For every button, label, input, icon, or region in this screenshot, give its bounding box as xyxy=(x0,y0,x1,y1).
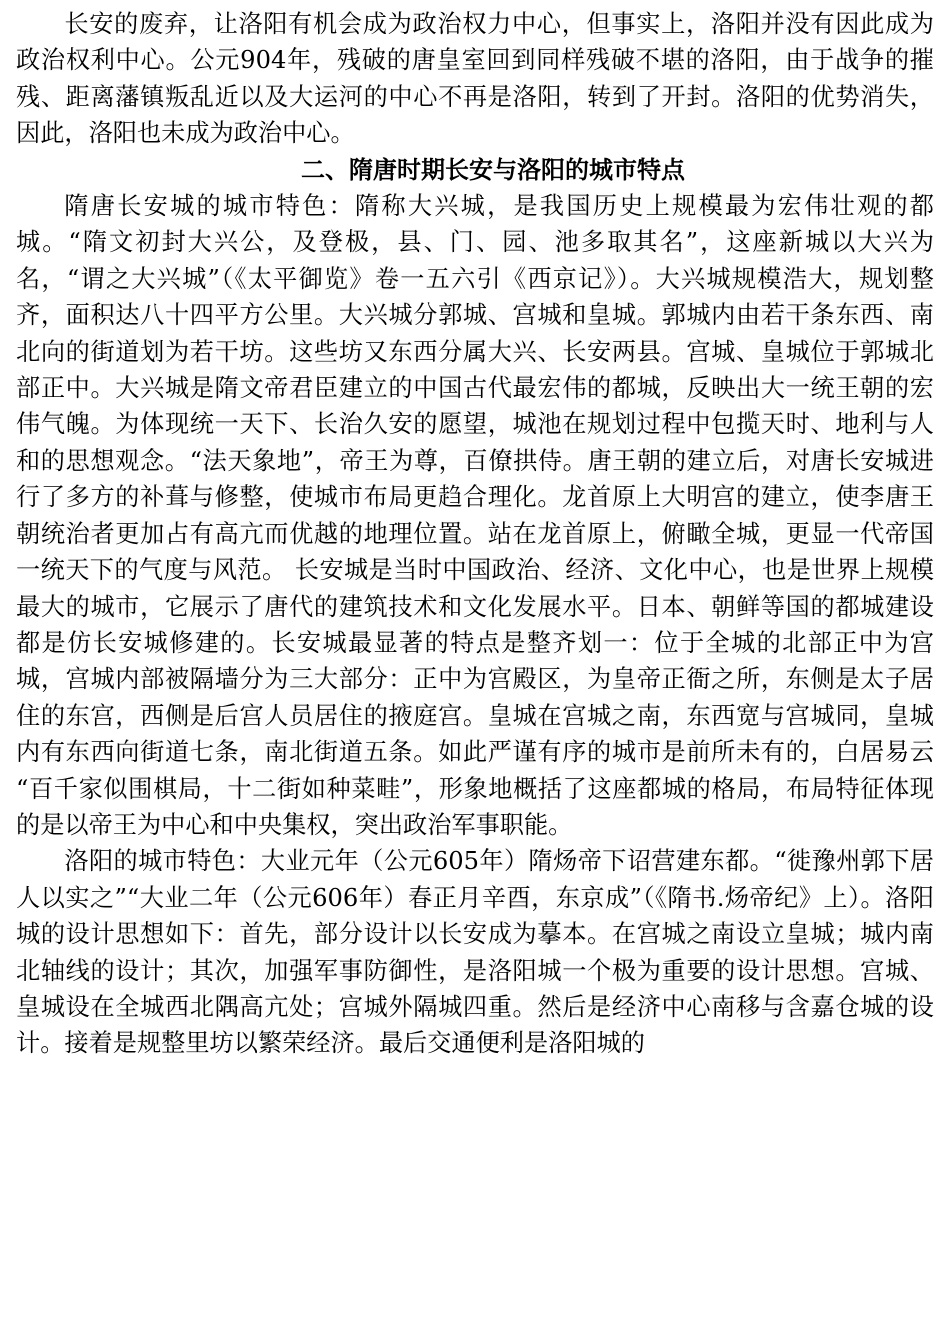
paragraph-chang-an-decline: 长安的废弃，让洛阳有机会成为政治权力中心，但事实上，洛阳并没有因此成为政治权利中心。公元904年，残破的唐皇室回到同样残破不堪的洛阳，由于战争的摧残、距离藩镇叛乱近以及大运河的中心不再是洛阳，转到了开封。洛阳的优势消失，因此，洛阳也未成为政治中心。 xyxy=(16,10,934,148)
document-page xyxy=(16,6,934,1062)
section-heading: 二、隋唐时期长安与洛阳的城市特点 xyxy=(301,155,685,184)
paragraph-chang-an-features: 隋唐长安城的城市特色：隋称大兴城，是我国历史上规模最为宏伟壮观的都城。“隋文初封大兴公，及登极，县、门、园、池多取其名”，这座新城以大兴为名，“谓之大兴城”（《太平御览》卷一五六引《西京记》）。大兴城规模浩大，规划整齐，面积达八十四平方公里。大兴城分郭城、宫城和皇城。郭城内由若干条东西、南北向的街道划为若干坊。这些坊又东西分属大兴、长安两县。宫城、皇城位于郭城北部正中。大兴城是隋文帝君臣建立的中国古代最宏伟的都城，反映出大一统王朝的宏伟气魄。为体现统一天下、长治久安的愿望，城池在规划过程中包揽天时、地利与人和的思想观念。“法天象地”，帝王为尊，百僚拱侍。唐王朝的建立后，对唐长安城进行了多方的补葺与修整，使城市布局更趋合理化。龙首原上大明宫的建立，使李唐王朝统治者更加占有高亢而优越的地理位置。站在龙首原上，俯瞰全城，更显一代帝国一统天下的气度与风范。 长安城是当时中国政治、经济、文化中心，也是世界上规模最大的城市，它展示了唐代的建筑技术和文化发展水平。日本、朝鲜等国的都城建设都是仿长安城修建的。长安城最显著的特点是整齐划一：位于全城的北部正中为宫城，宫城内部被隔墙分为三大部分：正中为宫殿区，为皇帝正衙之所，东侧是太子居住的东宫，西侧是后宫人员居住的掖庭宫。皇城在宫城之南，东西宽与宫城同，皇城内有东西向街道七条，南北街道五条。如此严谨有序的城市是前所未有的，白居易云 “百千家似围棋局，十二街如种菜畦”，形象地概括了这座都城的格局，布局特征体现的是以帝王为中心和中央集权，突出政治军事职能。 xyxy=(16,192,934,839)
paragraph-luoyang-features: 洛阳的城市特色：大业元年（公元605年）隋炀帝下诏营建东都。“徙豫州郭下居人以实之”“大业二年（公元606年）春正月辛酉，东京成”（《隋书.炀帝纪》上）。洛阳城的设计思想如下：首先，部分设计以长安成为摹本。在宫城之南设立皇城；城内南北轴线的设计；其次，加强军事防御性，是洛阳城一个极为重要的设计思想。宫城、皇城设在全城西北隅高亢处；宫城外隔城四重。然后是经济中心南移与含嘉仓城的设计。接着是规整里坊以繁荣经济。最后交通便利是洛阳城的 xyxy=(16,847,934,1058)
